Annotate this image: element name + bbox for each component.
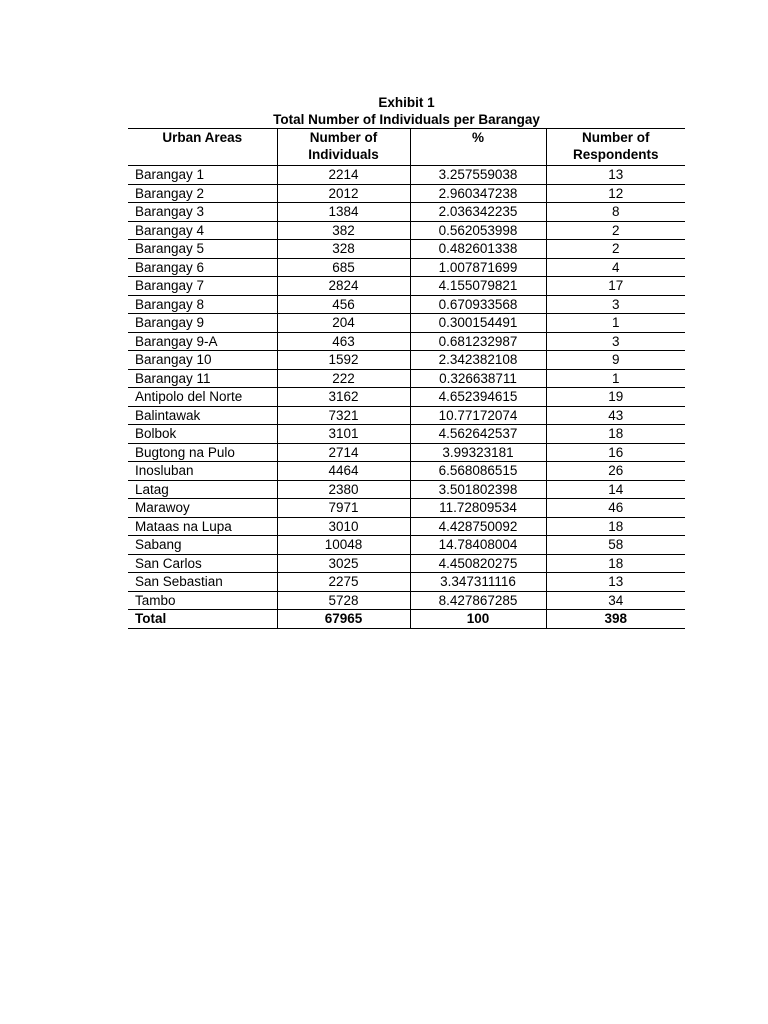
cell-respondents: 18 [546,554,685,573]
table-row [128,332,685,351]
cell-area: Barangay 5 [128,240,277,259]
cell-area: Barangay 9-A [128,332,277,351]
cell-area: Antipolo del Norte [128,388,277,407]
total-percent: 100 [410,610,546,629]
cell-respondents: 14 [546,480,685,499]
cell-area: Barangay 4 [128,221,277,240]
total-respondents: 398 [546,610,685,629]
cell-individuals: 456 [277,295,410,314]
cell-respondents: 13 [546,573,685,592]
cell-percent: 0.670933568 [410,295,546,314]
cell-individuals: 1592 [277,351,410,370]
table-row [128,295,685,314]
exhibit-label: Exhibit 1 [378,95,435,110]
cell-individuals: 3101 [277,425,410,444]
header-urban-areas: Urban Areas [128,129,277,166]
cell-individuals: 10048 [277,536,410,555]
cell-percent: 3.99323181 [410,443,546,462]
cell-percent: 0.482601338 [410,240,546,259]
cell-area: Barangay 3 [128,203,277,222]
cell-percent: 4.428750092 [410,517,546,536]
cell-percent: 11.72809534 [410,499,546,518]
barangay-table [128,128,685,629]
cell-individuals: 4464 [277,462,410,481]
table-total-row [128,610,685,629]
cell-individuals: 3010 [277,517,410,536]
cell-area: Barangay 2 [128,184,277,203]
cell-respondents: 43 [546,406,685,425]
total-individuals: 67965 [277,610,410,629]
table-row [128,443,685,462]
table-row [128,499,685,518]
cell-individuals: 7971 [277,499,410,518]
cell-area: Latag [128,480,277,499]
cell-respondents: 9 [546,351,685,370]
cell-percent: 6.568086515 [410,462,546,481]
cell-percent: 4.450820275 [410,554,546,573]
cell-individuals: 3162 [277,388,410,407]
table-row [128,258,685,277]
cell-percent: 10.77172074 [410,406,546,425]
cell-percent: 1.007871699 [410,258,546,277]
cell-area: Bolbok [128,425,277,444]
cell-individuals: 2380 [277,480,410,499]
table-row [128,573,685,592]
cell-respondents: 17 [546,277,685,296]
table-row [128,277,685,296]
cell-area: San Carlos [128,554,277,573]
cell-individuals: 463 [277,332,410,351]
table-row [128,184,685,203]
cell-area: Balintawak [128,406,277,425]
cell-respondents: 18 [546,425,685,444]
cell-percent: 2.036342235 [410,203,546,222]
cell-percent: 14.78408004 [410,536,546,555]
cell-individuals: 1384 [277,203,410,222]
cell-respondents: 34 [546,591,685,610]
cell-individuals: 685 [277,258,410,277]
cell-individuals: 222 [277,369,410,388]
cell-percent: 0.681232987 [410,332,546,351]
cell-respondents: 1 [546,314,685,333]
cell-respondents: 4 [546,258,685,277]
cell-individuals: 2824 [277,277,410,296]
cell-area: Tambo [128,591,277,610]
cell-individuals: 204 [277,314,410,333]
cell-area: Barangay 8 [128,295,277,314]
cell-respondents: 12 [546,184,685,203]
header-number-of-individuals: Number of Individuals [277,129,410,166]
cell-area: Barangay 9 [128,314,277,333]
cell-individuals: 7321 [277,406,410,425]
cell-area: Inosluban [128,462,277,481]
cell-percent: 2.342382108 [410,351,546,370]
total-label: Total [128,610,277,629]
table-row [128,406,685,425]
table-row [128,240,685,259]
table-row [128,462,685,481]
cell-percent: 3.347311116 [410,573,546,592]
cell-percent: 3.257559038 [410,166,546,185]
cell-individuals: 2714 [277,443,410,462]
cell-individuals: 2214 [277,166,410,185]
table-row [128,554,685,573]
cell-individuals: 5728 [277,591,410,610]
cell-individuals: 382 [277,221,410,240]
cell-area: San Sebastian [128,573,277,592]
table-row [128,369,685,388]
cell-individuals: 2012 [277,184,410,203]
cell-respondents: 2 [546,221,685,240]
table-header-row [128,129,685,166]
table-row [128,166,685,185]
cell-percent: 0.300154491 [410,314,546,333]
header-percent: % [410,129,546,166]
cell-area: Barangay 11 [128,369,277,388]
cell-percent: 8.427867285 [410,591,546,610]
cell-respondents: 2 [546,240,685,259]
cell-individuals: 328 [277,240,410,259]
table-row [128,388,685,407]
table-row [128,221,685,240]
cell-respondents: 13 [546,166,685,185]
cell-area: Barangay 1 [128,166,277,185]
table-body [128,166,685,629]
cell-individuals: 2275 [277,573,410,592]
table-row [128,517,685,536]
cell-respondents: 8 [546,203,685,222]
cell-respondents: 3 [546,295,685,314]
table-row [128,536,685,555]
table-row [128,425,685,444]
cell-area: Marawoy [128,499,277,518]
cell-area: Bugtong na Pulo [128,443,277,462]
header-number-of-respondents: Number of Respondents [546,129,685,166]
cell-respondents: 26 [546,462,685,481]
cell-respondents: 58 [546,536,685,555]
cell-respondents: 3 [546,332,685,351]
cell-percent: 0.326638711 [410,369,546,388]
cell-percent: 3.501802398 [410,480,546,499]
cell-respondents: 18 [546,517,685,536]
cell-percent: 4.652394615 [410,388,546,407]
cell-percent: 0.562053998 [410,221,546,240]
table-row [128,314,685,333]
cell-area: Barangay 6 [128,258,277,277]
cell-respondents: 16 [546,443,685,462]
exhibit-title: Total Number of Individuals per Barangay [273,112,540,127]
cell-respondents: 1 [546,369,685,388]
table-row [128,351,685,370]
cell-area: Mataas na Lupa [128,517,277,536]
table-row [128,480,685,499]
cell-area: Sabang [128,536,277,555]
table-row [128,203,685,222]
cell-area: Barangay 7 [128,277,277,296]
cell-percent: 2.960347238 [410,184,546,203]
exhibit-document [128,94,685,629]
cell-respondents: 19 [546,388,685,407]
cell-respondents: 46 [546,499,685,518]
cell-percent: 4.155079821 [410,277,546,296]
cell-percent: 4.562642537 [410,425,546,444]
table-row [128,591,685,610]
cell-individuals: 3025 [277,554,410,573]
cell-area: Barangay 10 [128,351,277,370]
